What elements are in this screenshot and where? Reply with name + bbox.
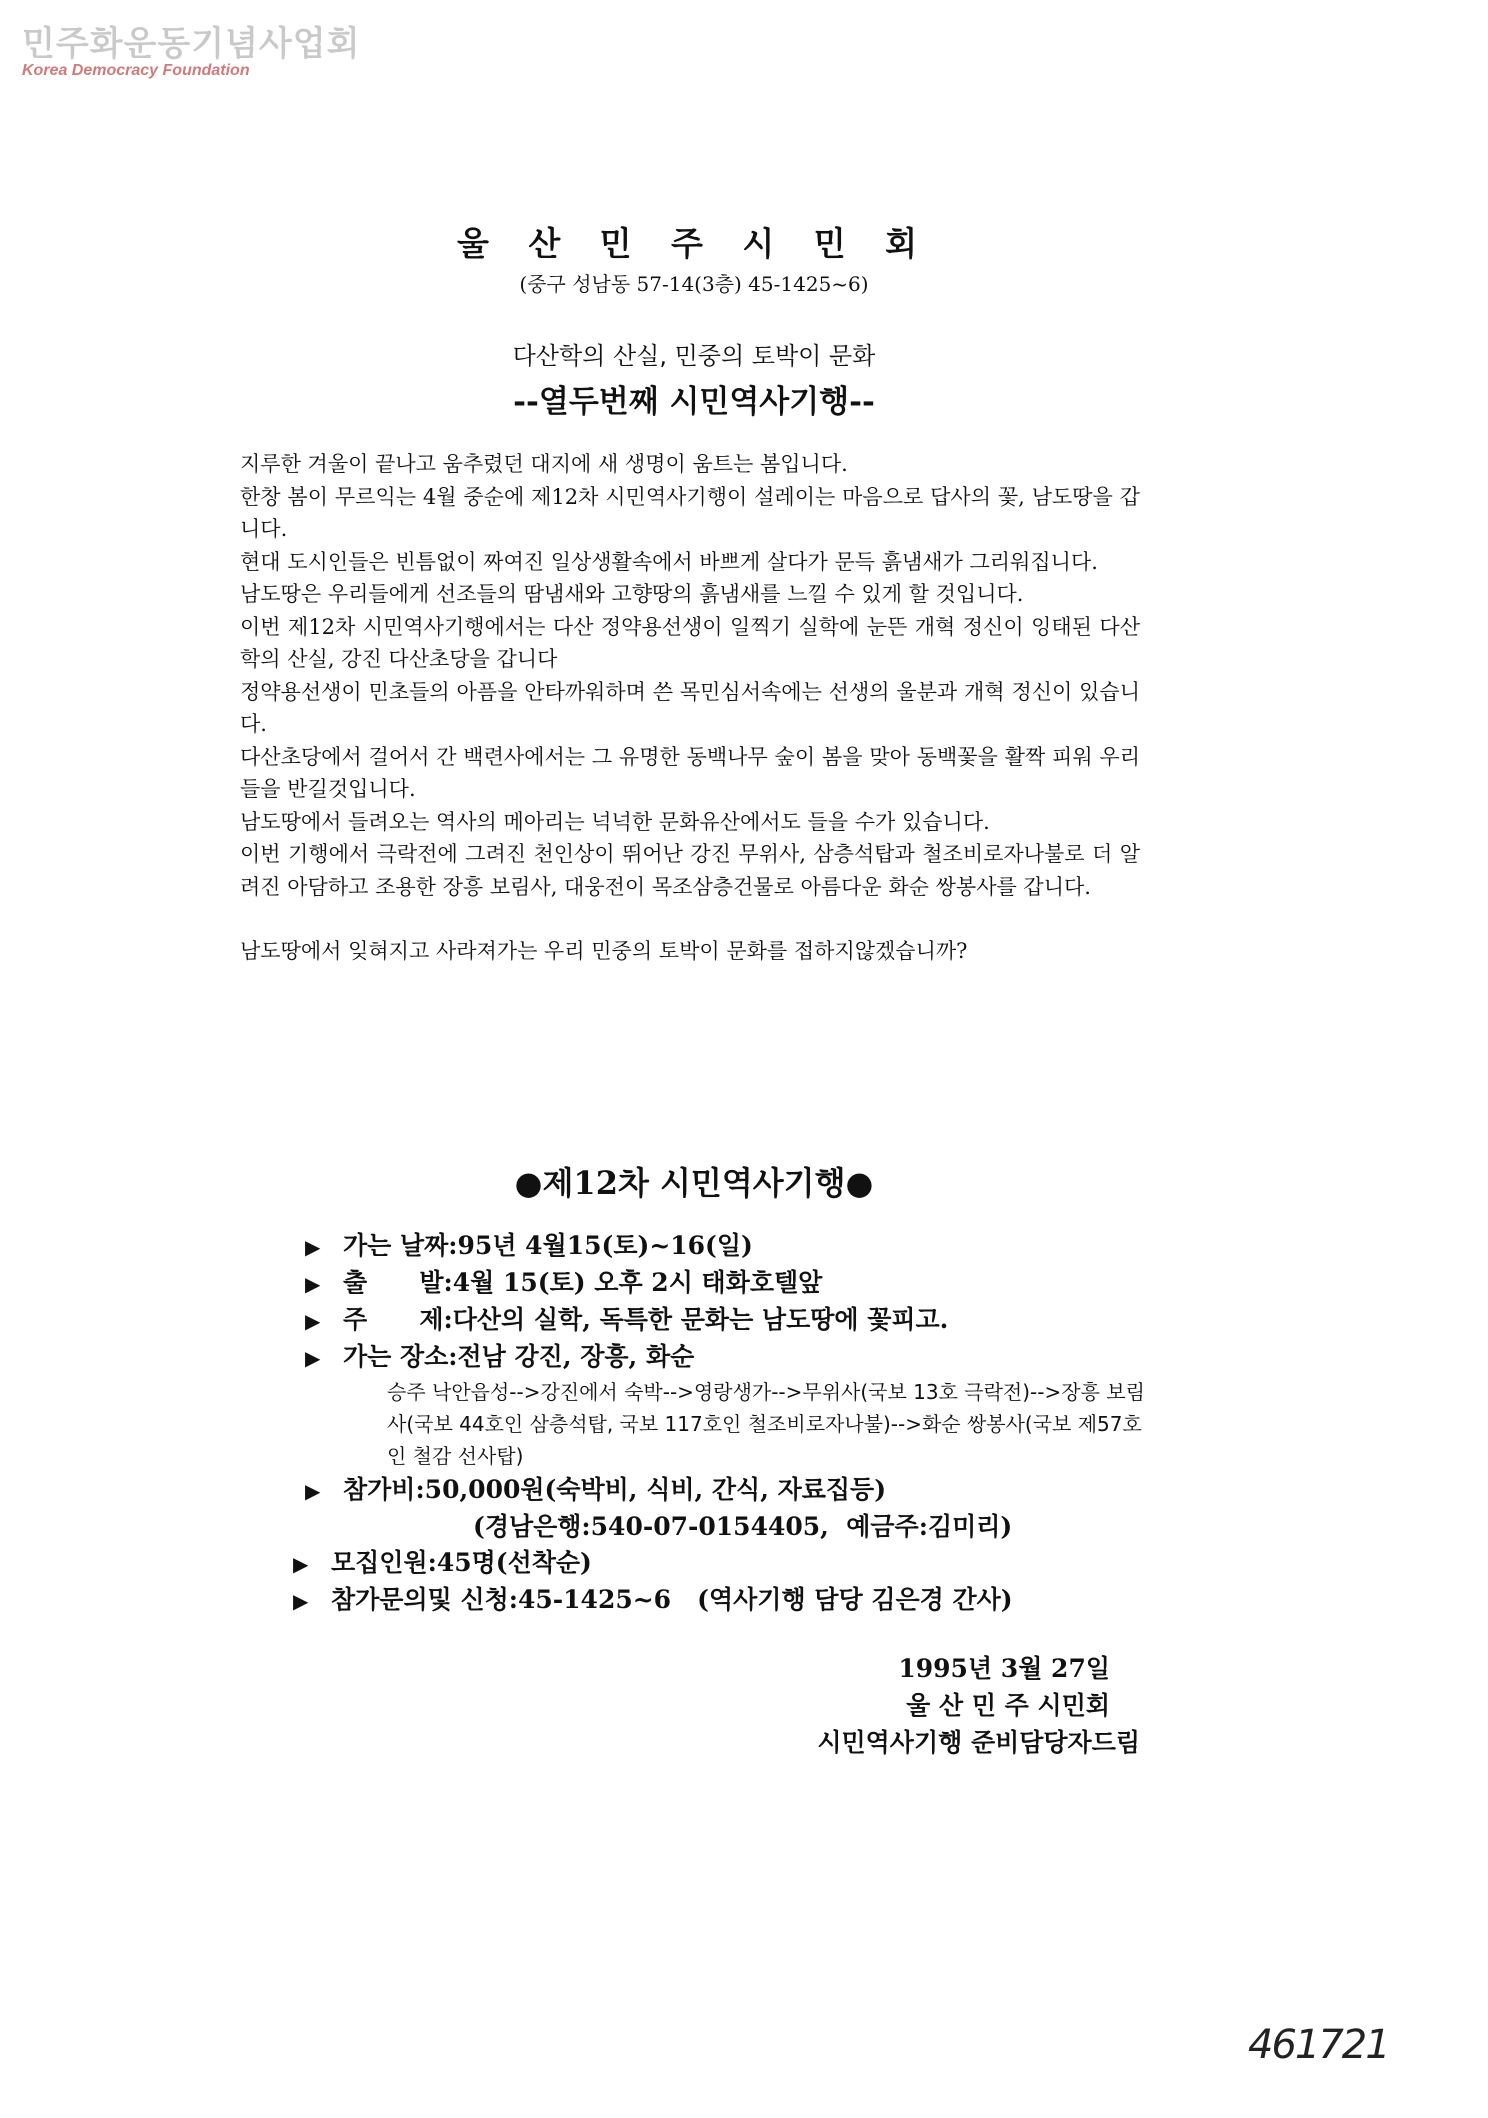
signature-date: 1995년 3월 27일 xyxy=(898,1654,1110,1683)
signature-team: 시민역사기행 준비담당자드림 xyxy=(817,1728,1140,1757)
detail-theme xyxy=(305,1302,1175,1339)
arrow-icon: ▶ xyxy=(293,1589,309,1613)
detail-departure xyxy=(305,1265,1175,1302)
body-paragraph: 현대 도시인들은 빈틈없이 짜여진 일상생활속에서 바쁘게 살다가 문득 흙냄새가 그리워집니다. xyxy=(240,549,1098,574)
detail-capacity xyxy=(293,1545,1175,1582)
event-title: --열두번째 시민역사기행-- xyxy=(513,384,875,420)
organization-address: (중구 성남동 57-14(3층) 45-1425~6) xyxy=(519,272,869,296)
arrow-icon: ▶ xyxy=(293,1552,309,1576)
detail-theme-text: 주 제:다산의 실학, 독특한 문화는 남도땅에 꽃피고. xyxy=(343,1305,949,1334)
watermark-logo-korean: 민주화운동기념사업회 xyxy=(22,24,361,64)
organization-title: 울 산 민 주 시 민 회 xyxy=(456,224,932,263)
watermark-logo-english: Korea Democracy Foundation xyxy=(22,62,250,79)
detail-route: 승주 낙안읍성-->강진에서 숙박-->영랑생가-->무위사(국보 13호 극락전)-->장흥 보림사(국보 44호인 삼층석탑, 국보 117호인 철조비로자나불)-->화순 쌍봉사(국보 제57호인 철감 선사탑) xyxy=(387,1380,1145,1468)
body-paragraph: 지루한 겨울이 끝나고 움추렸던 대지에 새 생명이 움트는 봄입니다. xyxy=(240,452,848,476)
closing-paragraph: 남도땅에서 잊혀지고 사라져가는 우리 민중의 토박이 문화를 접하지않겠습니까? xyxy=(240,939,968,963)
detail-date xyxy=(305,1228,1175,1265)
detail-inquiry xyxy=(293,1582,1175,1619)
body-paragraph: 남도땅에서 들려오는 역사의 메아리는 넉넉한 문화유산에서도 들을 수가 있습니다. xyxy=(240,809,990,834)
detail-fee-text: 참가비:50,000원(숙박비, 식비, 간식, 자료집등) xyxy=(343,1475,887,1504)
invitation-body xyxy=(240,448,1140,968)
body-paragraph: 이번 기행에서 극락전에 그려진 천인상이 뛰어난 강진 무위사, 삼층석탑과 철조비로자나불로 더 알려진 아담하고 조용한 장흥 보림사, 대웅전이 목조삼층건물로 아름다운 화순 쌍봉사를 갑니다. xyxy=(240,842,1140,899)
detail-inquiry-text: 참가문의및 신청:45-1425~6 (역사기행 담당 김은경 간사) xyxy=(331,1585,1013,1614)
detail-departure-text: 출 발:4월 15(토) 오후 2시 태화호텔앞 xyxy=(343,1268,823,1297)
body-paragraph: 이번 제12차 시민역사기행에서는 다산 정약용선생이 일찍기 실학에 눈뜬 개혁 정신이 잉태된 다산학의 산실, 강진 다산초당을 갑니다 xyxy=(240,614,1140,671)
body-paragraph: 남도땅은 우리들에게 선조들의 땀냄새와 고향땅의 흙냄새를 느낄 수 있게 할 것입니다. xyxy=(240,582,1024,606)
body-paragraph: 한창 봄이 무르익는 4월 중순에 제12차 시민역사기행이 설레이는 마음으로 답사의 꽃, 남도땅을 갑니다. xyxy=(240,484,1140,541)
detail-place-text: 가는 장소:전남 강진, 장흥, 화순 xyxy=(343,1342,695,1371)
arrow-icon: ▶ xyxy=(305,1272,321,1296)
detail-fee xyxy=(305,1472,1175,1509)
body-paragraph: 정약용선생이 민초들의 아픔을 안타까워하며 쓴 목민심서속에는 선생의 울분과 개혁 정신이 있습니다. xyxy=(240,679,1140,736)
arrow-icon: ▶ xyxy=(305,1235,321,1259)
details-heading: ●제12차 시민역사기행● xyxy=(514,1164,874,1202)
detail-place xyxy=(305,1339,1175,1376)
detail-capacity-text: 모집인원:45명(선착순) xyxy=(331,1548,592,1577)
body-paragraph: 다산초당에서 걸어서 간 백련사에서는 그 유명한 동백나무 숲이 봄을 맞아 동백꽃을 활짝 피워 우리들을 반길것입니다. xyxy=(240,744,1140,801)
arrow-icon: ▶ xyxy=(305,1346,321,1370)
archive-number: 461721 xyxy=(1248,2022,1389,2068)
trip-details xyxy=(293,1228,1175,1619)
arrow-icon: ▶ xyxy=(305,1309,321,1333)
detail-date-text: 가는 날짜:95년 4월15(토)~16(일) xyxy=(343,1231,753,1260)
signature-block xyxy=(740,1650,1140,1761)
detail-bank-account: (경남은행:540-07-0154405, 예금주:김미리) xyxy=(473,1512,1013,1541)
signature-org: 울 산 민 주 시민회 xyxy=(906,1691,1110,1720)
event-subtitle: 다산학의 산실, 민중의 토박이 문화 xyxy=(512,342,876,370)
arrow-icon: ▶ xyxy=(305,1479,321,1503)
